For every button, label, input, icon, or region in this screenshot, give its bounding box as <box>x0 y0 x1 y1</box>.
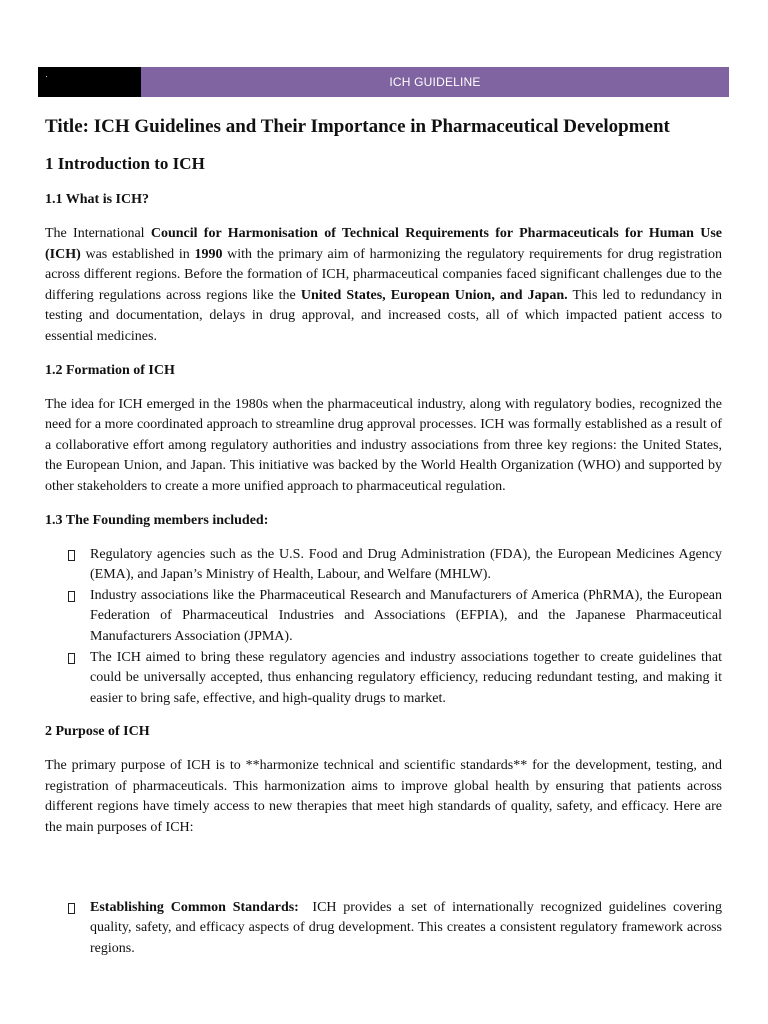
section-1-2-heading: 1.2 Formation of ICH <box>45 362 175 378</box>
spacer <box>45 852 722 898</box>
bullet-box-icon <box>68 903 75 914</box>
text-run: This led to redundancy in testing and documentation, delays in drug approval, and increased costs, all of which impacted patient access to essential medicines. <box>45 287 723 344</box>
list-item-text: ICH provides a set of internationally recognized guidelines covering quality, safety, and efficacy aspects of drug development. This creates a consistent regulatory framework across regions. <box>90 899 726 956</box>
list-item-text: The ICH aimed to bring these regulatory agencies and industry associations together to create guidelines that could be universally accepted, thus enhancing regulatory efficiency, reducing redundant testing, and making it easier to bring safe, effective, and high-quality drugs to market. <box>90 649 722 706</box>
section-2-heading: 2 Purpose of ICH <box>45 724 150 740</box>
purposes-list <box>45 898 726 960</box>
section-1-heading: 1 Introduction to ICH <box>45 154 205 173</box>
section-1-2-paragraph: The idea for ICH emerged in the 1980s when the pharmaceutical industry, along with regulatory bodies, recognized the need for a more coordinated approach to streamline drug approval processes. ICH was formally established as a result of a collaborative effort among regulatory authorities and industry associations from three key regions: the United States, the European Union, and Japan. This initiative was backed by the World Health Organization (WHO) and supported by other stakeholders to create a more unified approach to pharmaceutical regulation. <box>45 396 722 494</box>
founding-members-list <box>45 545 722 710</box>
document-body <box>45 114 726 972</box>
bold-run: United States, European Union, and Japan. <box>300 287 568 303</box>
section-2-paragraph: The primary purpose of ICH is to **harmonize technical and scientific standards** for the development, testing, and registration of pharmaceuticals. This harmonization aims to improve global health by ensuring that patients across different regions have timely access to new therapies that meet high standards of quality, safety, and efficacy. Here are the main purposes of ICH: <box>45 758 722 836</box>
list-item-bold: Establishing Common Standards: <box>90 899 299 915</box>
list-item <box>45 586 722 648</box>
list-item <box>45 545 722 586</box>
bold-run: 1990 <box>194 246 223 262</box>
header-title: ICH GUIDELINE <box>141 67 729 97</box>
bullet-box-icon <box>68 653 75 664</box>
header-left-block: · <box>38 67 141 97</box>
text-run: The International <box>45 226 151 241</box>
text-run: was established in <box>80 246 195 262</box>
section-1-1-heading: 1.1 What is ICH? <box>45 192 149 207</box>
section-1-3-heading: 1.3 The Founding members included: <box>45 512 269 528</box>
list-item <box>45 648 722 710</box>
bullet-box-icon <box>68 591 75 602</box>
text-run: with the primary aim of harmonizing the regulatory requirements for drug registration across different regions. Before the formation of ICH, pharmaceutical companies faced significant challenges due to the differing regulations across regions like the <box>45 246 723 303</box>
page-header <box>38 67 729 97</box>
bullet-box-icon <box>68 550 75 561</box>
list-item-text: Regulatory agencies such as the U.S. Food and Drug Administration (FDA), the European Medicines Agency (EMA), and Japan’s Ministry of Health, Labour, and Welfare (MHLW). <box>90 546 722 583</box>
section-1-1-paragraph <box>45 224 722 348</box>
list-item <box>45 898 726 960</box>
bold-run: Council for Harmonisation of Technical Requirements for Pharmaceuticals for Human Use (ICH) <box>45 226 722 262</box>
list-item-text: Industry associations like the Pharmaceutical Research and Manufacturers of America (PhRMA), the European Federation of Pharmaceutical Industries and Associations (EFPIA), and the Japanese Pharmaceutical Manufacturers Association (JPMA). <box>90 587 722 644</box>
document-title: Title: ICH Guidelines and Their Importance in Pharmaceutical Development <box>45 116 670 137</box>
